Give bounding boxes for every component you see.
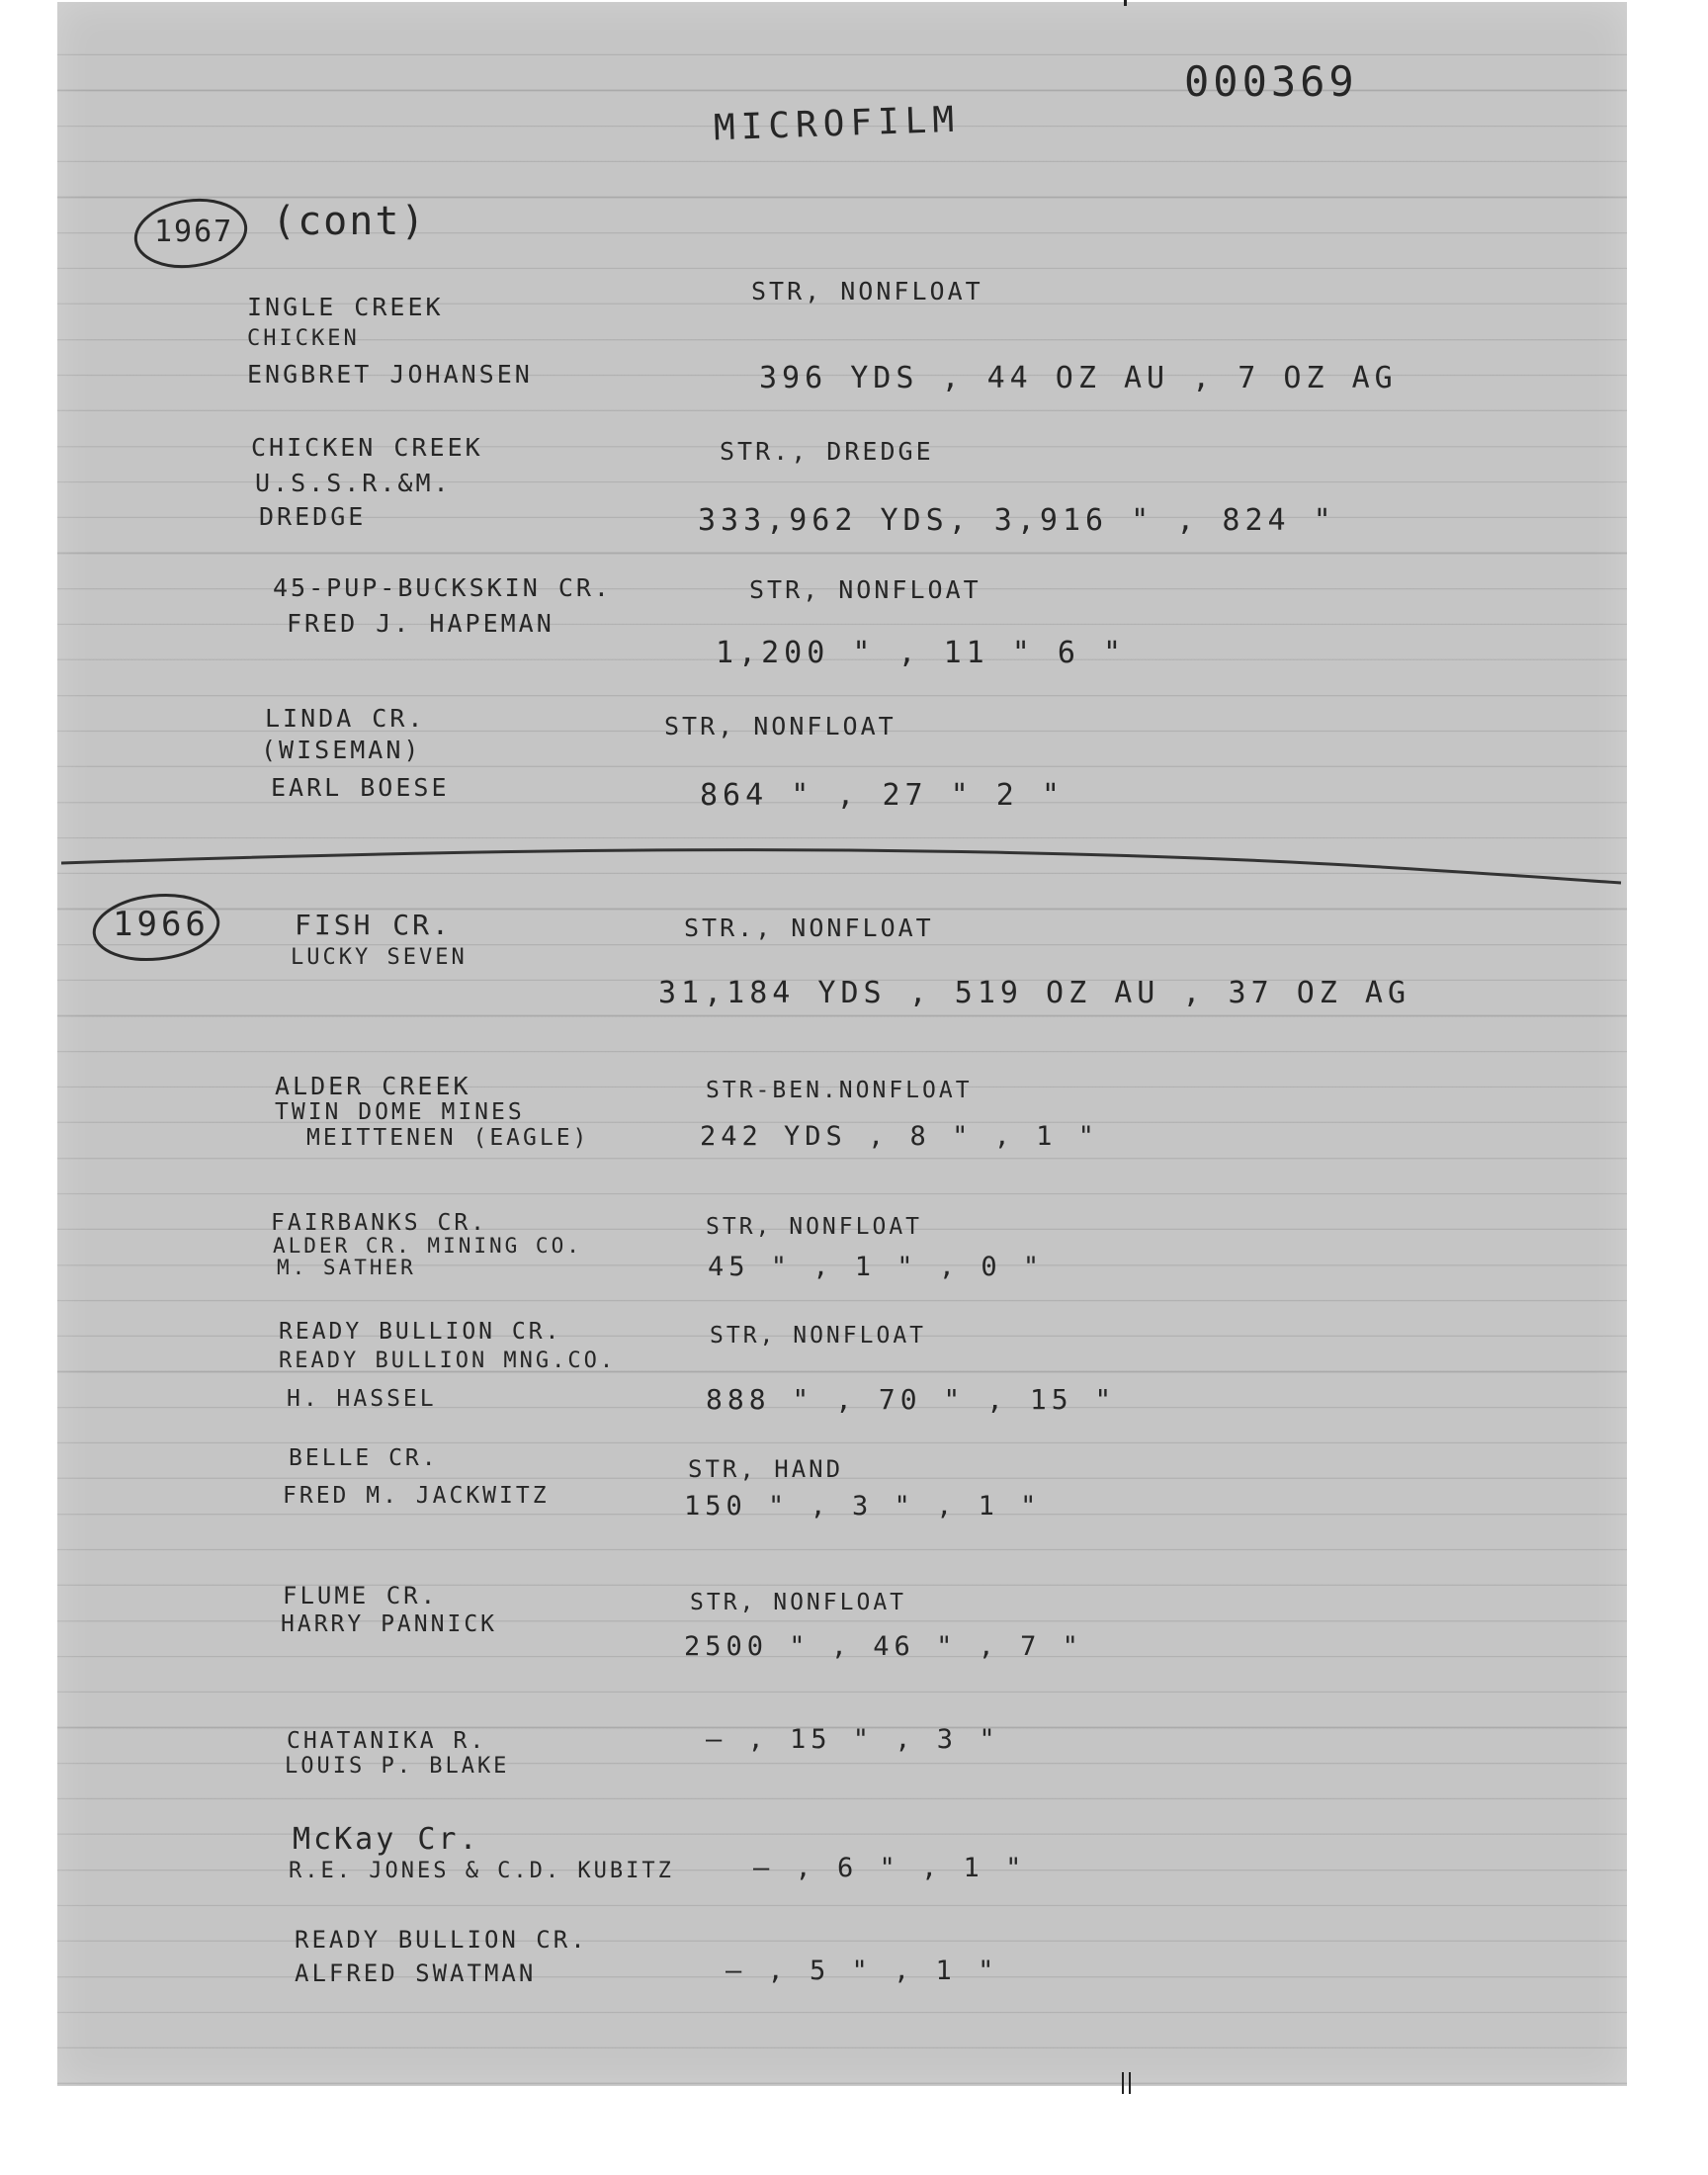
entry-values: — , 6 " , 1 " xyxy=(753,1853,1027,1883)
entry-company: TWIN DOME MINES xyxy=(275,1099,525,1125)
entry-location: READY BULLION CR. xyxy=(279,1319,562,1345)
entry-values: 2500 " , 46 " , 7 " xyxy=(684,1631,1083,1662)
entry-operator: H. HASSEL xyxy=(287,1386,437,1412)
entry-type: STR, NONFLOAT xyxy=(710,1323,927,1348)
entry-operator: LUCKY SEVEN xyxy=(291,945,468,970)
entry-values: — , 5 " , 1 " xyxy=(726,1956,999,1986)
entry-operator: FRED M. JACKWITZ xyxy=(283,1483,550,1509)
entry-district: CHICKEN xyxy=(247,326,360,351)
entry-operator: ALFRED SWATMAN xyxy=(295,1959,537,1987)
entry-type: STR, NONFLOAT xyxy=(751,277,983,305)
entry-location: INGLE CREEK xyxy=(247,293,444,321)
entry-type: STR, NONFLOAT xyxy=(664,712,897,740)
entry-values: 150 " , 3 " , 1 " xyxy=(684,1491,1042,1522)
entry-company: U.S.S.R.&M. xyxy=(255,469,452,497)
entry-operator: ENGBRET JOHANSEN xyxy=(247,360,533,389)
entry-values: 31,184 YDS , 519 OZ AU , 37 OZ AG xyxy=(658,976,1411,1010)
page-title: MICROFILM xyxy=(713,99,961,149)
entry-values: 1,200 " , 11 " 6 " xyxy=(716,636,1127,670)
entry-values: — , 15 " , 3 " xyxy=(706,1724,1000,1755)
entry-operator: EARL BOESE xyxy=(271,773,450,802)
entry-operator: LOUIS P. BLAKE xyxy=(285,1754,510,1779)
entry-location: LINDA CR. xyxy=(265,704,426,733)
entry-company: READY BULLION MNG.CO. xyxy=(279,1348,617,1373)
entry-location: CHICKEN CREEK xyxy=(251,433,483,462)
section-year-1967: 1967 xyxy=(154,215,234,249)
entry-values: 242 YDS , 8 " , 1 " xyxy=(700,1121,1099,1152)
entry-values: 864 " , 27 " 2 " xyxy=(700,778,1065,813)
entry-location: McKay Cr. xyxy=(293,1822,480,1857)
entry-values: 333,962 YDS, 3,916 " , 824 " xyxy=(698,503,1336,538)
entry-type: STR, HAND xyxy=(688,1455,844,1483)
entry-company: ALDER CR. MINING CO. xyxy=(273,1234,582,1258)
entry-operator: R.E. JONES & C.D. KUBITZ xyxy=(289,1859,674,1883)
entry-type: STR, NONFLOAT xyxy=(690,1590,907,1615)
continued-note: (cont) xyxy=(272,199,427,244)
entry-type: STR, NONFLOAT xyxy=(706,1214,923,1240)
entry-location: ALDER CREEK xyxy=(275,1072,471,1100)
section-divider xyxy=(61,850,1621,883)
entry-location: BELLE CR. xyxy=(289,1445,439,1471)
document-number: 000369 xyxy=(1184,57,1358,106)
entry-operator: MEITTENEN (EAGLE) xyxy=(306,1125,590,1151)
entry-type: STR., DREDGE xyxy=(720,437,934,466)
entry-location: FISH CR. xyxy=(295,909,452,941)
section-year-1966: 1966 xyxy=(113,905,210,944)
entry-type: STR-BEN.NONFLOAT xyxy=(706,1078,973,1103)
entry-operator: DREDGE xyxy=(259,502,367,531)
entry-operator: HARRY PANNICK xyxy=(281,1611,498,1637)
entry-type: STR., NONFLOAT xyxy=(684,914,934,942)
entry-values: 396 YDS , 44 OZ AU , 7 OZ AG xyxy=(759,361,1398,395)
entry-type: STR, NONFLOAT xyxy=(749,575,982,604)
entry-operator: FRED J. HAPEMAN xyxy=(287,609,555,638)
entry-location: FLUME CR. xyxy=(283,1582,439,1610)
entry-values: 45 " , 1 " , 0 " xyxy=(708,1252,1045,1282)
entry-values: 888 " , 70 " , 15 " xyxy=(706,1383,1117,1416)
entry-location: FAIRBANKS CR. xyxy=(271,1210,488,1236)
entry-location: READY BULLION CR. xyxy=(295,1926,588,1954)
entry-area: (WISEMAN) xyxy=(261,736,422,764)
entry-location: CHATANIKA R. xyxy=(287,1728,487,1754)
entry-location: 45-PUP-BUCKSKIN CR. xyxy=(273,573,612,602)
entry-operator: M. SATHER xyxy=(277,1256,416,1279)
